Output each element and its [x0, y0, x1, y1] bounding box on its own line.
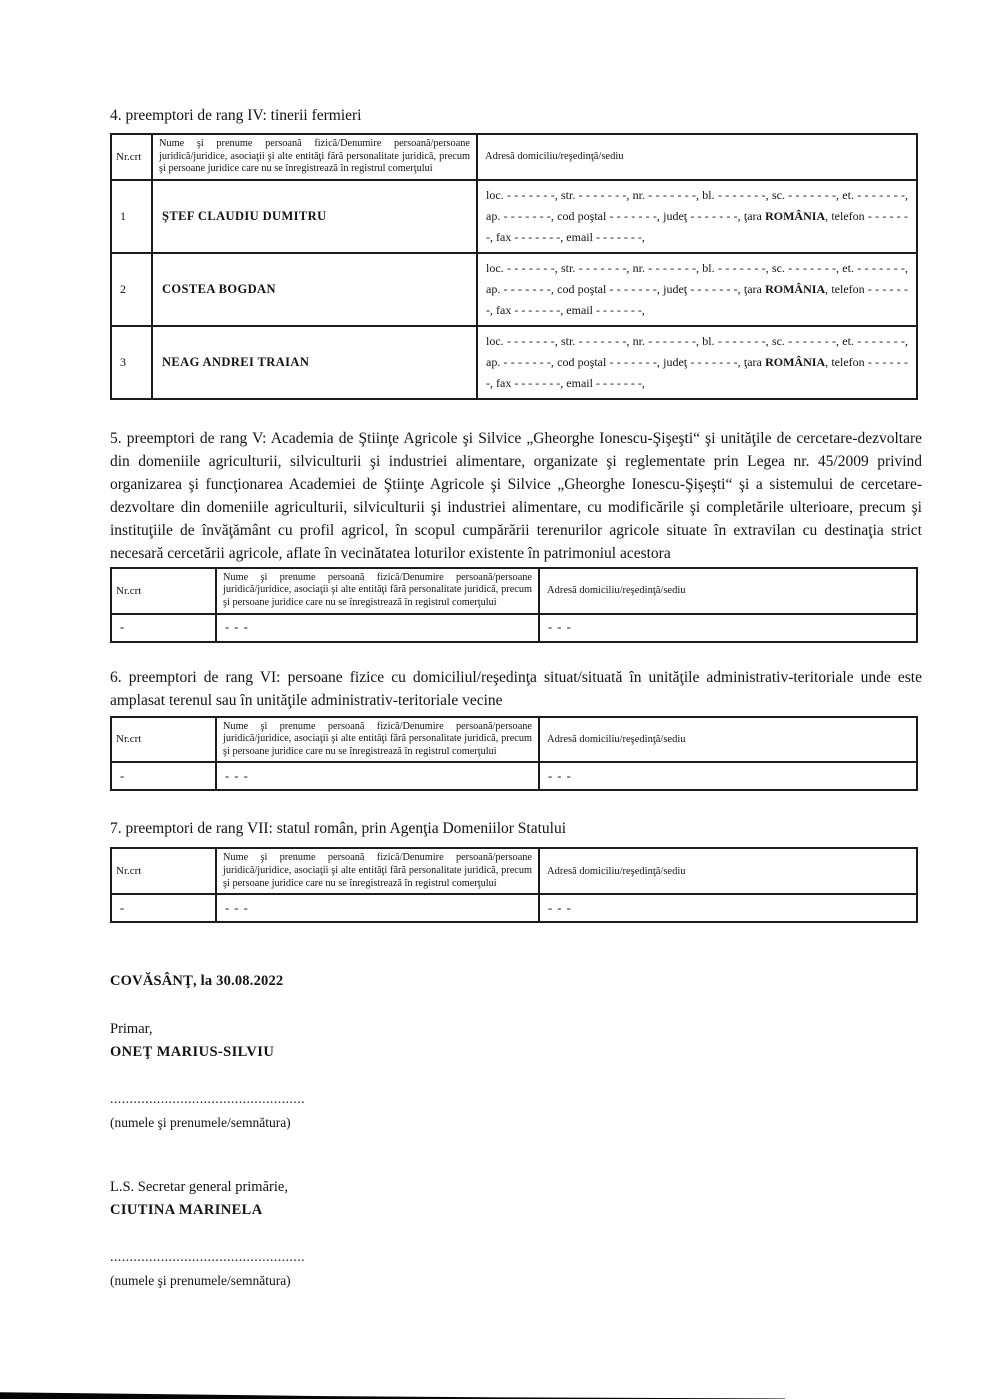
- address-text: , telefon - - - - - - -, fax - - - - - - -, email - - - - - - -,: [486, 281, 908, 317]
- signature-section: [110, 970, 922, 1292]
- row-number: 1: [111, 180, 152, 253]
- row-number: 3: [111, 326, 152, 399]
- col-header-nr: Nr.crt: [111, 848, 216, 894]
- preemptor-name: - - -: [216, 614, 539, 642]
- rang6-preemptors-table: [110, 716, 918, 792]
- preemptor-address: [477, 253, 917, 326]
- empty-row: [111, 894, 917, 922]
- country-name: ROMÂNIA: [765, 208, 826, 223]
- mayor-name: ONEŢ MARIUS-SILVIU: [110, 1044, 275, 1061]
- country-name: ROMÂNIA: [765, 281, 826, 296]
- section6-paragraph: 6. preemptori de rang VI: persoane fizice cu domiciliul/reşedinţa situat/situată în unităţile administrativ-teritoriale unde este amplasat terenul sau în unităţile administrativ-teritoriale vecine: [110, 668, 922, 709]
- signature-dotted-line: ..................................................: [110, 1251, 305, 1266]
- signature-note: (numele şi prenumele/semnătura): [110, 1115, 291, 1131]
- table-header-row: [111, 717, 917, 763]
- table-header-row: [111, 568, 917, 614]
- signature-note: (numele şi prenumele/semnătura): [110, 1273, 291, 1289]
- row-number: -: [111, 614, 216, 642]
- address-text: , telefon - - - - - - -, fax - - - - - - -, email - - - - - - -,: [486, 354, 908, 390]
- empty-row: [111, 762, 917, 790]
- preemptor-name: - - -: [216, 762, 539, 790]
- col-header-name: Nume şi prenume persoană fizică/Denumire persoană/persoane juridică/juridice, asociaţii şi alte entităţi fără personalitate juridică, precum şi persoane juridice care nu se înregistrează în registrul comerţului: [216, 848, 539, 894]
- preemptor-address: - - -: [539, 614, 917, 642]
- secretary-name: CIUTINA MARINELA: [110, 1202, 263, 1219]
- preemptor-address: [477, 180, 917, 253]
- preemptor-name: - - -: [216, 894, 539, 922]
- mayor-title: Primar,: [110, 1021, 153, 1038]
- preemptor-address: - - -: [539, 762, 917, 790]
- col-header-nr: Nr.crt: [111, 717, 216, 763]
- col-header-nr: Nr.crt: [111, 134, 152, 180]
- rang4-preemptors-table: [110, 133, 918, 400]
- preemptor-address: [477, 326, 917, 399]
- row-number: -: [111, 894, 216, 922]
- scan-artifact-streak: [0, 1391, 785, 1399]
- col-header-address: Adresă domiciliu/reşedinţă/sediu: [539, 848, 917, 894]
- preemptor-name: ŞTEF CLAUDIU DUMITRU: [152, 180, 477, 253]
- preemptor-row: [111, 253, 917, 326]
- col-header-name: Nume şi prenume persoană fizică/Denumire persoană/persoane juridică/juridice, asociaţii şi alte entităţi fără personalitate juridică, precum şi persoane juridice care nu se înregistrează în registrul comerţului: [216, 568, 539, 614]
- section5-paragraph: 5. preemptori de rang V: Academia de Ştiinţe Agricole şi Silvice „Gheorghe Ionescu-Şişeşti“ şi unităţile de cercetare-dezvoltare din domeniile agriculturii, silviculturii şi industriei alimentare, organizate şi reglementate prin Legea nr. 45/2009 privind organizarea şi funcţionarea Academiei de Ştiinţe Agricole şi Silvice „Gheorghe Ionescu-Şişeşti“ şi a sistemului de cercetare-dezvoltare din domeniile agriculturii, silviculturii şi industriei alimentare, cu modificările şi completările ulterioare, precum şi instituţiile de învăţământ cu profil agricol, în scopul cumpărării terenurilor agricole situate în extravilan cu destinaţia strict necesară cercetării agricole, aflate în vecinătatea loturilor existente în patrimoniul acestora: [110, 429, 922, 562]
- row-number: 2: [111, 253, 152, 326]
- address-text: loc. - - - - - - -, str. - - - - - - -, nr. - - - - - - -, bl. - - - - - - -, sc. - - - - - - -, et. - - - - - - -, ap. - - - - - - -, cod poştal - - - - - - -, judeţ - - - - - - -, ţara: [486, 333, 908, 369]
- col-header-address: Adresă domiciliu/reşedinţă/sediu: [539, 568, 917, 614]
- signature-dotted-line: ..................................................: [110, 1093, 305, 1108]
- preemptor-address: - - -: [539, 894, 917, 922]
- place-and-date: COVĂSÂNŢ, la 30.08.2022: [110, 973, 284, 990]
- preemptor-name: NEAG ANDREI TRAIAN: [152, 326, 477, 399]
- preemptor-row: [111, 180, 917, 253]
- col-header-nr: Nr.crt: [111, 568, 216, 614]
- preemptor-row: [111, 326, 917, 399]
- col-header-name: Nume şi prenume persoană fizică/Denumire persoană/persoane juridică/juridice, asociaţii şi alte entităţi fără personalitate juridică, precum şi persoane juridice care nu se înregistrează în registrul comerţului: [216, 717, 539, 763]
- table-header-row: [111, 134, 917, 180]
- rang7-preemptors-table: [110, 847, 918, 923]
- row-number: -: [111, 762, 216, 790]
- address-text: loc. - - - - - - -, str. - - - - - - -, nr. - - - - - - -, bl. - - - - - - -, sc. - - - - - - -, et. - - - - - - -, ap. - - - - - - -, cod poştal - - - - - - -, judeţ - - - - - - -, ţara: [486, 260, 908, 296]
- section7-paragraph: 7. preemptori de rang VII: statul român, prin Agenţia Domeniilor Statului: [110, 820, 567, 838]
- empty-row: [111, 614, 917, 642]
- col-header-name: Nume şi prenume persoană fizică/Denumire persoană/persoane juridică/juridice, asociaţii şi alte entităţi fără personalitate juridică, precum şi persoane juridice care nu se înregistrează în registrul comerţului: [152, 134, 477, 180]
- table-header-row: [111, 848, 917, 894]
- country-name: ROMÂNIA: [765, 354, 826, 369]
- address-text: loc. - - - - - - -, str. - - - - - - -, nr. - - - - - - -, bl. - - - - - - -, sc. - - - - - - -, et. - - - - - - -, ap. - - - - - - -, cod poştal - - - - - - -, judeţ - - - - - - -, ţara: [486, 187, 908, 223]
- col-header-address: Adresă domiciliu/reşedinţă/sediu: [477, 134, 917, 180]
- rang5-preemptors-table: [110, 567, 918, 643]
- address-text: , telefon - - - - - - -, fax - - - - - - -, email - - - - - - -,: [486, 208, 908, 244]
- secretary-title: L.S. Secretar general primărie,: [110, 1179, 288, 1196]
- col-header-address: Adresă domiciliu/reşedinţă/sediu: [539, 717, 917, 763]
- document-content: [110, 104, 922, 1292]
- preemptor-name: COSTEA BOGDAN: [152, 253, 477, 326]
- section4-heading: 4. preemptori de rang IV: tinerii fermieri: [110, 107, 362, 124]
